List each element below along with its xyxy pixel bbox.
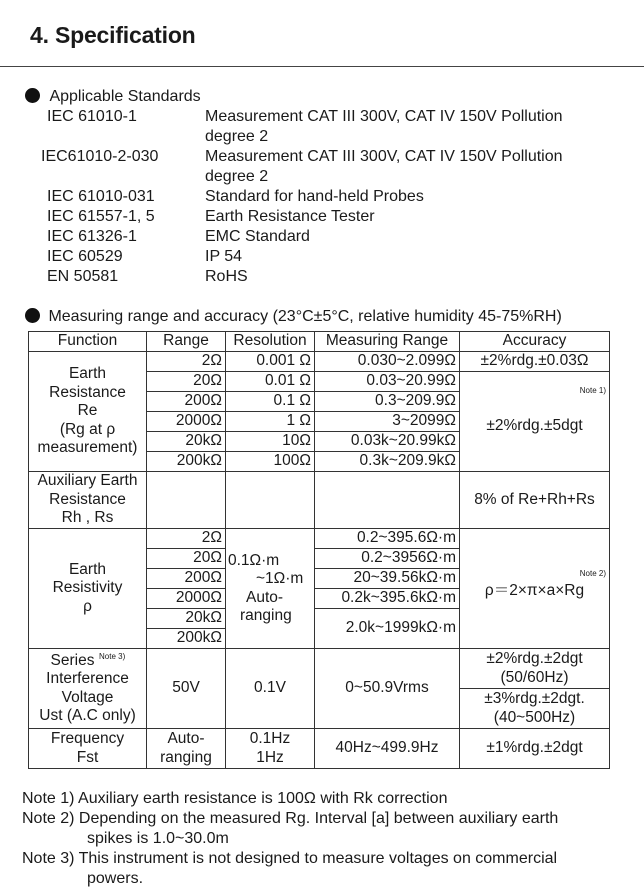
function-line: Re <box>77 402 98 420</box>
standards-heading-row <box>25 87 201 107</box>
resolution-cell <box>226 729 315 769</box>
std-code: IEC 61010-1 <box>47 108 137 125</box>
resolution-line: 1Hz <box>256 748 284 766</box>
std-desc: EMC Standard <box>205 228 310 245</box>
table-row <box>29 472 610 529</box>
resolution-cell: 0.001 Ω <box>226 352 315 372</box>
note-3 <box>22 849 557 869</box>
range-cell: 200Ω <box>147 569 226 589</box>
accuracy-line: ±2%rdg.±2dgt <box>486 650 583 667</box>
accuracy-cell: 8% of Re+Rh+Rs <box>460 472 610 529</box>
note-1 <box>22 789 447 809</box>
function-line: Resistivity <box>52 579 123 597</box>
note-text: Auxiliary earth resistance is 100Ω with Rk correction <box>78 790 448 807</box>
range-cell: 20Ω <box>147 372 226 392</box>
note-ref: Note 3) <box>99 652 126 661</box>
std-desc: Standard for hand-held Probes <box>205 188 424 205</box>
function-line: Resistance <box>49 490 126 508</box>
accuracy-text: ±2%rdg.±5dgt <box>486 417 583 435</box>
resolution-line: Auto- <box>246 588 284 606</box>
std-code: IEC61010-2-030 <box>41 148 159 165</box>
measuring-cell: 0.030~2.099Ω <box>315 352 460 372</box>
std-desc: degree 2 <box>205 168 269 185</box>
resolution-cell <box>226 472 315 529</box>
resolution-cell: 10Ω <box>226 432 315 452</box>
range-cell: 200kΩ <box>147 452 226 472</box>
note-ref: Note 2) <box>579 569 606 578</box>
spec-table <box>28 331 610 769</box>
function-line: Voltage <box>61 688 114 706</box>
note-label: Note 2) <box>22 810 75 827</box>
header-cell: Measuring Range <box>315 332 460 352</box>
measuring-heading: Measuring range and accuracy (23°C±5°C, relative humidity 45-75%RH) <box>48 308 562 325</box>
function-series <box>29 649 147 729</box>
range-cell: 2000Ω <box>147 412 226 432</box>
function-line: Earth <box>68 560 107 578</box>
range-cell: 20kΩ <box>147 609 226 629</box>
header-cell: Range <box>147 332 226 352</box>
std-code: IEC 61010-031 <box>47 188 155 205</box>
table-row <box>29 529 610 549</box>
function-line: (Rg at ρ <box>59 420 116 438</box>
header-cell: Accuracy <box>460 332 610 352</box>
function-line: Series <box>50 651 95 669</box>
function-line: Interference <box>46 670 129 687</box>
note-ref: Note 1) <box>579 386 606 395</box>
range-cell: 20Ω <box>147 549 226 569</box>
accuracy-cell: ±1%rdg.±2dgt <box>460 729 610 769</box>
range-cell: 2Ω <box>147 352 226 372</box>
page-title: 4. Specification <box>30 22 196 48</box>
resolution-line: ~1Ω·m <box>256 570 304 587</box>
note-3-cont: powers. <box>87 870 144 887</box>
range-cell: 50V <box>147 649 226 729</box>
bullet-icon <box>25 88 40 103</box>
std-desc: RoHS <box>205 268 248 285</box>
measuring-cell: 0.2~3956Ω·m <box>315 549 460 569</box>
std-desc: degree 2 <box>205 128 269 145</box>
function-line: Frequency <box>50 730 125 747</box>
resolution-cell: 0.1V <box>226 649 315 729</box>
table-header-row <box>29 332 610 352</box>
note-label: Note 1) <box>22 790 75 807</box>
accuracy-line: (40~500Hz) <box>493 708 576 726</box>
std-code: IEC 61326-1 <box>47 228 137 245</box>
bullet-icon <box>25 308 40 323</box>
measuring-heading-row <box>25 307 562 327</box>
function-line: Fst <box>76 748 99 766</box>
resolution-line: 0.1Ω·m <box>228 551 280 569</box>
accuracy-text: ρ＝2×π×a×Rg <box>484 582 585 600</box>
range-line: ranging <box>160 748 212 766</box>
accuracy-cell <box>460 649 610 689</box>
range-cell <box>147 472 226 529</box>
note-2 <box>22 809 558 829</box>
note-label: Note 3) <box>22 850 75 867</box>
std-code: EN 50581 <box>47 268 119 285</box>
accuracy-cell <box>460 689 610 729</box>
measuring-cell: 40Hz~499.9Hz <box>315 729 460 769</box>
title-divider <box>0 66 644 67</box>
std-desc: IP 54 <box>205 248 243 265</box>
measuring-cell: 0.3k~209.9kΩ <box>315 452 460 472</box>
header-cell: Resolution <box>226 332 315 352</box>
accuracy-cell <box>460 372 610 472</box>
function-earth-resistance <box>29 352 147 472</box>
measuring-cell: 0.03k~20.99kΩ <box>315 432 460 452</box>
standards-heading: Applicable Standards <box>49 88 201 105</box>
measuring-cell: 0.2k~395.6kΩ·m <box>315 589 460 609</box>
resolution-line: 0.1Hz <box>249 730 291 747</box>
range-line: Auto- <box>167 730 205 747</box>
function-resistivity <box>29 529 147 649</box>
measuring-cell: 0.03~20.99Ω <box>315 372 460 392</box>
function-line: Auxiliary Earth <box>37 472 138 490</box>
measuring-cell: 0.2~395.6Ω·m <box>315 529 460 549</box>
accuracy-line: ±3%rdg.±2dgt. <box>484 690 585 707</box>
resolution-cell: 0.1 Ω <box>226 392 315 412</box>
note-text: This instrument is not designed to measure voltages on commercial <box>78 850 558 867</box>
range-cell: 200kΩ <box>147 629 226 649</box>
resolution-line: ranging <box>240 607 292 624</box>
resolution-cell: 100Ω <box>226 452 315 472</box>
measuring-cell: 0~50.9Vrms <box>315 649 460 729</box>
table-row <box>29 352 610 372</box>
range-cell: 2Ω <box>147 529 226 549</box>
range-cell: 20kΩ <box>147 432 226 452</box>
resolution-cell: 1 Ω <box>226 412 315 432</box>
function-line: Earth <box>68 365 107 383</box>
range-cell: 2000Ω <box>147 589 226 609</box>
std-code: IEC 60529 <box>47 248 123 265</box>
table-row <box>29 649 610 689</box>
measuring-cell: 0.3~209.9Ω <box>315 392 460 412</box>
note-2-cont: spikes is 1.0~30.0m <box>87 830 229 847</box>
std-desc: Measurement CAT III 300V, CAT IV 150V Pollution <box>205 108 563 125</box>
resolution-cell <box>226 529 315 649</box>
function-line: measurement) <box>37 439 138 457</box>
std-desc: Measurement CAT III 300V, CAT IV 150V Pollution <box>205 148 563 165</box>
function-line: Resistance <box>49 383 126 401</box>
accuracy-cell: ±2%rdg.±0.03Ω <box>460 352 610 372</box>
accuracy-line: (50/60Hz) <box>500 668 569 686</box>
resolution-cell: 0.01 Ω <box>226 372 315 392</box>
note-text: Depending on the measured Rg. Interval [a] between auxiliary earth <box>78 810 559 827</box>
header-cell: Function <box>29 332 147 352</box>
measuring-cell: 20~39.56kΩ·m <box>315 569 460 589</box>
function-line: ρ <box>83 597 92 615</box>
function-line: Ust (A.C only) <box>39 707 136 724</box>
function-line: Rh , Rs <box>61 509 114 527</box>
std-code: IEC 61557-1, 5 <box>47 208 155 225</box>
function-auxiliary <box>29 472 147 529</box>
accuracy-cell <box>460 529 610 649</box>
range-cell: 200Ω <box>147 392 226 412</box>
measuring-cell <box>315 472 460 529</box>
measuring-cell: 2.0k~1999kΩ·m <box>315 609 460 649</box>
function-frequency <box>29 729 147 769</box>
measuring-cell: 3~2099Ω <box>315 412 460 432</box>
std-desc: Earth Resistance Tester <box>205 208 375 225</box>
range-cell <box>147 729 226 769</box>
table-row <box>29 729 610 769</box>
